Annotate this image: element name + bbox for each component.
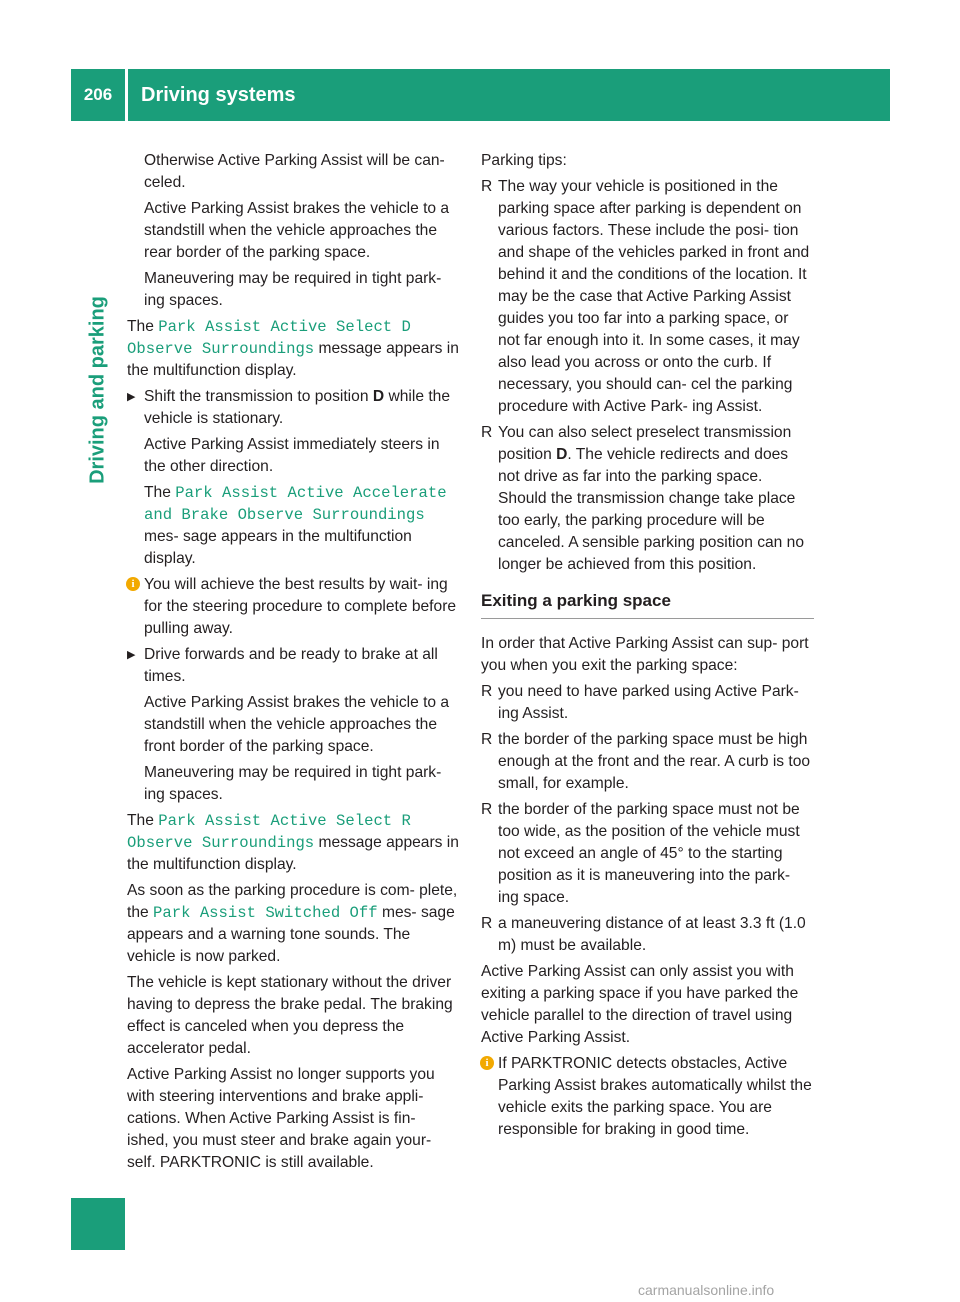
list-item: R The way your vehicle is positioned in the parking space after parking is dependent on various factors. These include the posi- tion and shape of the vehicles parked in front and behind it and the conditions of the location. It may be the case that Active Parking Assist guides you too far into a parking space, or not far enough into it. In some cases, it may also lead you across or onto the curb. If necessary, you should can- cel the parking procedure with Active Park- ing Assist. [481,178,810,415]
paragraph: Parking tips: [481,152,567,169]
bullet-icon: R [481,731,493,748]
arrow-icon: ▶ [127,391,136,403]
info-note: i You will achieve the best results by wait- ing for the steering procedure to complete before pulling away. [127,574,460,640]
display-message-paragraph: As soon as the parking procedure is com- plete, the Park Assist Switched Off mes- sage appears and a warning tone sounds. The vehicle is now parked. [127,882,458,965]
bullet-icon: R [481,178,493,195]
paragraph: In order that Active Parking Assist can sup- port you when you exit the parking space: [481,635,809,674]
display-message: Park Assist Active Select R Observe Surroundings [127,812,411,852]
section-heading: Exiting a parking space [481,590,814,619]
paragraph: Active Parking Assist no longer supports you with steering interventions and brake appli- cations. When Active Parking Assist is fin- ished, you must steer and brake again your- self. PARKTRONIC is still available. [127,1066,435,1171]
info-note: i If PARKTRONIC detects obstacles, Active Parking Assist brakes automatically whilst the vehicle exits the parking space. You are responsible for braking in good time. [481,1053,814,1141]
section-tab-label: Driving and parking [86,296,109,484]
list-item: R a maneuvering distance of at least 3.3 ft (1.0 m) must be available. [481,915,806,954]
list-item: R You can also select preselect transmission position D. The vehicle redirects and does not drive as far into the parking space. Should the transmission change take place too early, the parking procedure will be canceled. A sensible parking position can no longer be achieved from this position. [481,424,805,573]
step-item: ▶ Drive forwards and be ready to brake at all times. [127,646,438,685]
arrow-icon: ▶ [127,649,136,661]
step-item: ▶ Shift the transmission to position D while the vehicle is stationary. [127,388,450,427]
paragraph: Active Parking Assist can only assist you with exiting a parking space if you have parked the vehicle parallel to the direction of travel using Active Parking Assist. [481,963,799,1046]
section-tab-marker [71,1198,125,1250]
bullet-icon: R [481,915,493,932]
paragraph: Active Parking Assist brakes the vehicle to a standstill when the vehicle approaches the rear border of the parking space. [144,200,450,261]
display-message: Park Assist Switched Off [153,904,378,922]
paragraph: Maneuvering may be required in tight park- ing spaces. [144,764,442,803]
paragraph: Active Parking Assist brakes the vehicle to a standstill when the vehicle approaches the front border of the parking space. [144,694,450,755]
display-message: Park Assist Active Select D Observe Surroundings [127,318,411,358]
page-title: Driving systems [141,84,296,106]
paragraph: The vehicle is kept stationary without the driver having to depress the brake pedal. The braking effect is canceled when you depress the accelerator pedal. [127,974,453,1057]
left-column [127,150,460,1178]
list-item: R you need to have parked using Active Park- ing Assist. [481,683,799,722]
display-message: Park Assist Active Accelerate and Brake Observe Surroundings [144,484,447,524]
paragraph: Maneuvering may be required in tight park- ing spaces. [144,270,442,309]
right-column [481,150,814,1145]
bullet-icon: R [481,801,493,818]
paragraph: Otherwise Active Parking Assist will be can- celed. [144,152,445,191]
display-message-paragraph: The Park Assist Active Select R Observe Surroundings message appears in the multifunction display. [127,812,459,873]
list-item: R the border of the parking space must not be too wide, as the position of the vehicle must not exceed an angle of 45° to the starting position as it is maneuvering into the park- ing space. [481,801,800,906]
display-message-paragraph: The Park Assist Active Accelerate and Brake Observe Surroundings mes- sage appears in the multifunction display. [144,484,447,567]
header-divider [125,69,128,121]
info-icon: i [480,1056,494,1070]
info-icon: i [126,577,140,591]
watermark: carmanualsonline.info [638,1282,775,1298]
bullet-icon: R [481,683,493,700]
display-message-paragraph: The Park Assist Active Select D Observe Surroundings message appears in the multifunction display. [127,318,459,379]
paragraph: Active Parking Assist immediately steers in the other direction. [144,436,440,475]
list-item: R the border of the parking space must be high enough at the front and the rear. A curb is too small, for example. [481,731,811,792]
bullet-icon: R [481,424,493,441]
page-number: 206 [83,85,113,104]
